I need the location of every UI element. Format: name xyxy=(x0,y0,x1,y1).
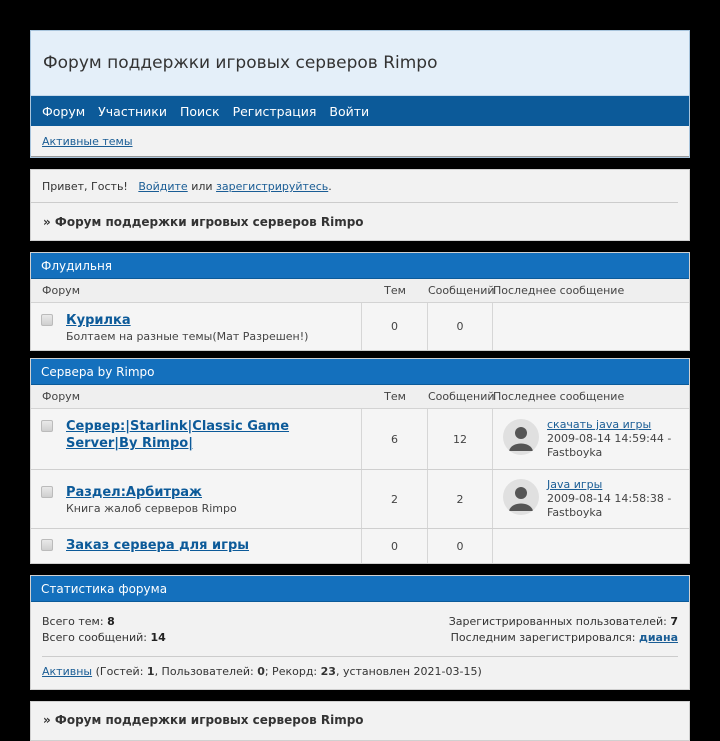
forum-row xyxy=(31,470,689,529)
forum-topics-count: 2 xyxy=(362,470,428,528)
stats-body xyxy=(31,602,689,646)
user-avatar-icon[interactable] xyxy=(503,479,539,515)
welcome-line xyxy=(31,170,678,203)
active-topics-link[interactable]: Активные темы xyxy=(42,134,133,148)
forum-row xyxy=(31,303,689,351)
category-flood xyxy=(30,252,690,351)
last-post-info xyxy=(547,418,671,460)
stats-title: Статистика форума xyxy=(31,576,689,602)
forum-description: Болтаем на разные темы(Мат Разрешен!) xyxy=(66,330,309,343)
forum-description: Книга жалоб серверов Rimpo xyxy=(66,502,237,515)
forum-last-post xyxy=(493,529,689,563)
col-topics: Тем xyxy=(384,284,406,297)
last-post-info xyxy=(547,478,671,520)
last-post-link[interactable]: скачать java игры xyxy=(547,418,652,431)
online-line: Активны (Гостей: 1, Пользователей: 0; Рекорд: 23, установлен 2021-03-15) xyxy=(42,665,482,678)
nav-register[interactable]: Регистрация xyxy=(232,103,317,119)
forum-last-post xyxy=(493,409,689,469)
sub-nav xyxy=(31,126,689,157)
forum-last-post xyxy=(493,303,689,350)
last-post-author: Fastboyka xyxy=(547,446,603,459)
col-last-post: Последнее сообщение xyxy=(493,284,625,297)
forum-topics-count: 0 xyxy=(362,303,428,350)
col-last-post: Последнее сообщение xyxy=(493,390,625,403)
forum-status-icon xyxy=(41,420,53,432)
online-link[interactable]: Активны xyxy=(42,665,93,678)
col-forum: Форум xyxy=(42,390,80,403)
last-post-date: 2009-08-14 14:59:44 - xyxy=(547,432,672,445)
forum-topics-count: 6 xyxy=(362,409,428,469)
last-post-date: 2009-08-14 14:58:38 - xyxy=(547,492,672,505)
forum-posts-count: 2 xyxy=(428,470,493,528)
total-topics: 8 xyxy=(107,615,115,628)
forum-posts-count: 12 xyxy=(428,409,493,469)
forum-status-icon xyxy=(41,314,53,326)
col-posts: Сообщений xyxy=(428,284,495,297)
user-avatar-icon[interactable] xyxy=(503,419,539,455)
nav-members[interactable]: Участники xyxy=(98,103,167,119)
col-forum: Форум xyxy=(42,284,80,297)
category-servers xyxy=(30,358,690,564)
last-registered-user-link[interactable]: диана xyxy=(638,631,678,644)
forum-cell xyxy=(31,303,362,350)
stats-right: Зарегистрированных пользователей: 7 Последним зарегистрировался: диана xyxy=(448,615,678,644)
register-link[interactable]: зарегистрируйтесь xyxy=(216,180,329,193)
site-title[interactable]: Форум поддержки игровых серверов Rimpo xyxy=(43,53,438,73)
period-text: . xyxy=(328,180,332,193)
forum-status-icon xyxy=(41,486,53,498)
footer-panel xyxy=(30,701,690,741)
forum-link[interactable]: Курилка xyxy=(66,313,131,328)
col-posts: Сообщений xyxy=(428,390,495,403)
last-post-author: Fastboyka xyxy=(547,506,603,519)
forum-link[interactable]: Сервер:|Starlink|Classic Game Server|By Rimpo| xyxy=(66,419,290,451)
column-headers xyxy=(31,385,689,409)
nav-login[interactable]: Войти xyxy=(329,103,370,119)
forum-cell xyxy=(31,470,362,528)
forum-posts-count: 0 xyxy=(428,529,493,563)
forum-cell xyxy=(31,529,362,563)
forum-last-post xyxy=(493,470,689,528)
stats-left: Всего тем: 8 Всего сообщений: 14 xyxy=(42,615,166,644)
category-title[interactable]: Флудильня xyxy=(31,253,689,279)
or-text: или xyxy=(191,180,213,193)
stats-panel xyxy=(30,575,690,690)
nav-forum[interactable]: Форум xyxy=(42,103,86,119)
forum-row xyxy=(31,529,689,563)
greeting-text: Привет, Гость! xyxy=(42,180,128,193)
registered-count: 7 xyxy=(670,615,678,628)
total-posts: 14 xyxy=(150,631,166,644)
last-post-link[interactable]: Java игры xyxy=(547,478,603,491)
brand-bar xyxy=(31,31,689,96)
footer-breadcrumb: » Форум поддержки игровых серверов Rimpo xyxy=(43,713,364,727)
forum-posts-count: 0 xyxy=(428,303,493,350)
col-topics: Тем xyxy=(384,390,406,403)
forum-row xyxy=(31,409,689,470)
nav-search[interactable]: Поиск xyxy=(179,103,220,119)
breadcrumb: » Форум поддержки игровых серверов Rimpo xyxy=(43,215,364,229)
header-panel xyxy=(30,30,690,158)
forum-cell xyxy=(31,409,362,469)
forum-topics-count: 0 xyxy=(362,529,428,563)
category-title[interactable]: Сервера by Rimpo xyxy=(31,359,689,385)
login-link[interactable]: Войдите xyxy=(138,180,188,193)
main-nav xyxy=(31,96,689,126)
forum-link[interactable]: Раздел:Арбитраж xyxy=(66,485,202,500)
forum-link[interactable]: Заказ сервера для игры xyxy=(66,538,250,553)
column-headers xyxy=(31,279,689,303)
forum-status-icon xyxy=(41,539,53,551)
welcome-panel xyxy=(30,169,690,241)
